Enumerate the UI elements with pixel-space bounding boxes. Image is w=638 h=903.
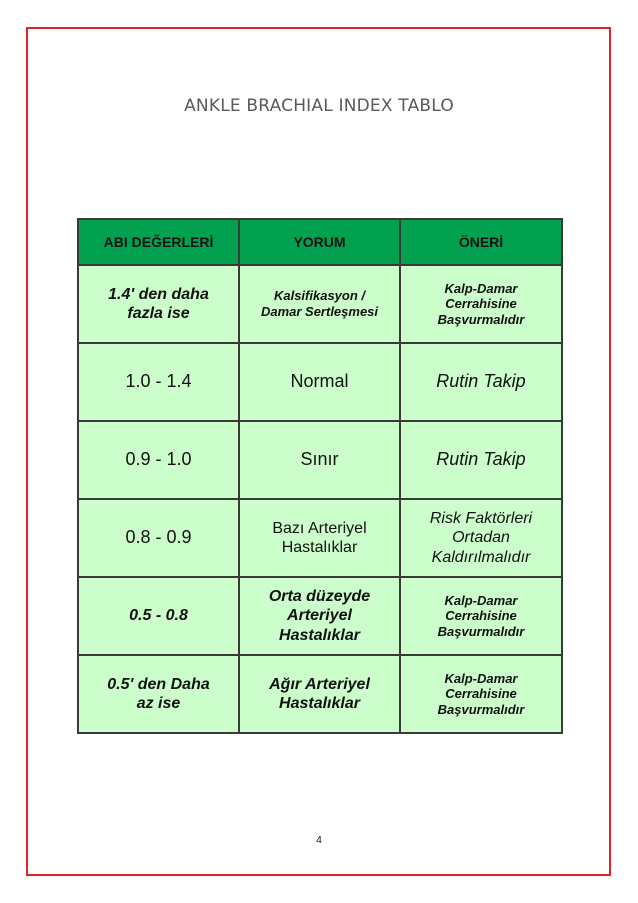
interpretation-line: Normal (290, 371, 349, 392)
interpretation-line: Bazı Arteriyel (272, 519, 367, 537)
recommendation-line: Rutin Takip (436, 449, 526, 470)
recommendation-line: Risk Faktörleri (429, 510, 533, 528)
table-row (78, 343, 562, 421)
recommendation-line: Kaldırılmalıdır (431, 548, 531, 566)
recommendation-cell (400, 499, 562, 577)
abi-value-line: 0.8 - 0.9 (125, 527, 192, 548)
interpretation-line: Kalsifikasyon / (273, 288, 366, 304)
abi-value-cell (78, 343, 239, 421)
abi-value-line: 0.5 - 0.8 (129, 607, 188, 625)
abi-value-line: az ise (136, 695, 181, 712)
header-interpretation: YORUM (239, 219, 400, 265)
recommendation-cell (400, 343, 562, 421)
recommendation-line: Cerrahisine (445, 296, 517, 312)
interpretation-line: Hastalıklar (281, 539, 358, 556)
abi-value-cell (78, 499, 239, 577)
header-abi-values: ABI DEĞERLERİ (78, 219, 239, 265)
document-title: ANKLE BRACHIAL INDEX TABLO (184, 96, 454, 116)
recommendation-line: Cerrahisine (445, 608, 517, 624)
interpretation-cell (239, 265, 400, 343)
page-number: 4 (316, 835, 322, 846)
interpretation-cell (239, 577, 400, 655)
recommendation-line: Başvurmalıdır (437, 311, 525, 327)
abi-value-cell (78, 655, 239, 733)
interpretation-line: Damar Sertleşmesi (260, 304, 379, 319)
recommendation-line: Ortadan (452, 529, 510, 547)
recommendation-line: Başvurmalıdır (437, 701, 525, 717)
recommendation-cell (400, 577, 562, 655)
recommendation-line: Rutin Takip (436, 371, 526, 392)
interpretation-line: Hastalıklar (279, 626, 360, 644)
interpretation-cell (239, 655, 400, 733)
table-header-row (78, 219, 562, 265)
interpretation-cell (239, 343, 400, 421)
abi-value-line: 0.5' den Daha (107, 675, 210, 693)
table-row (78, 577, 562, 655)
table-row (78, 655, 562, 733)
abi-value-cell (78, 577, 239, 655)
abi-value-cell (78, 265, 239, 343)
interpretation-line: Sınır (300, 449, 339, 470)
recommendation-cell (400, 265, 562, 343)
table-row (78, 499, 562, 577)
recommendation-line: Kalp-Damar (444, 670, 518, 686)
abi-value-line: 1.0 - 1.4 (125, 371, 192, 392)
recommendation-cell (400, 421, 562, 499)
interpretation-line: Orta düzeyde (268, 588, 371, 606)
abi-value-line: fazla ise (127, 305, 190, 322)
recommendation-line: Başvurmalıdır (437, 623, 525, 639)
interpretation-line: Ağır Arteriyel (269, 675, 370, 693)
recommendation-line: Kalp-Damar (444, 280, 518, 296)
recommendation-cell (400, 655, 562, 733)
abi-value-cell (78, 421, 239, 499)
abi-table (77, 218, 563, 734)
interpretation-line: Hastalıklar (279, 695, 360, 712)
abi-value-line: 1.4' den daha (108, 285, 209, 303)
table-row (78, 421, 562, 499)
header-recommendation: ÖNERİ (400, 219, 562, 265)
interpretation-cell (239, 499, 400, 577)
recommendation-line: Cerrahisine (445, 686, 517, 702)
recommendation-line: Kalp-Damar (444, 592, 518, 608)
abi-value-line: 0.9 - 1.0 (125, 449, 192, 470)
interpretation-cell (239, 421, 400, 499)
table-row (78, 265, 562, 343)
interpretation-line: Arteriyel (287, 607, 352, 625)
